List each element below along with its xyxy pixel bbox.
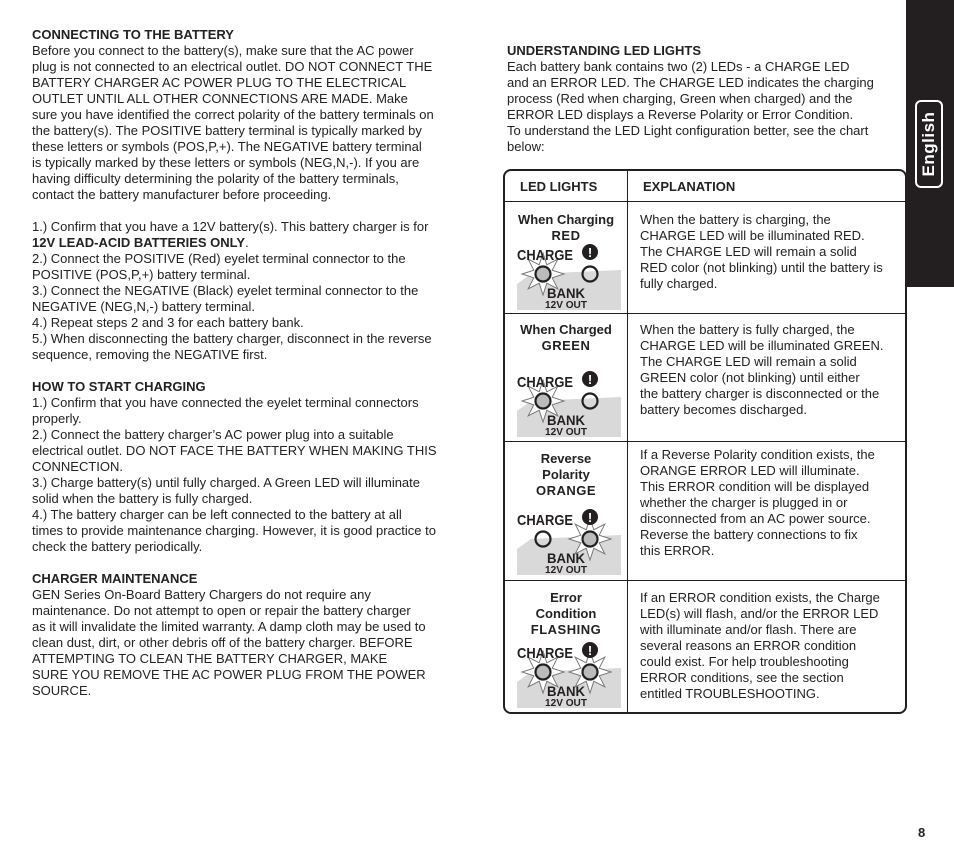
- text-line: 2.) Connect the battery charger’s AC power plug into a suitable: [32, 427, 394, 442]
- text-line: 12V LEAD-ACID BATTERIES ONLY.: [32, 235, 249, 250]
- text-line: ATTEMPTING TO CLEAN THE BATTERY CHARGER, MAKE: [32, 651, 388, 666]
- text-line: SURE YOU REMOVE THE AC POWER PLUG FROM THE POWER: [32, 667, 426, 682]
- text-line: GEN Series On-Board Battery Chargers do not require any: [32, 587, 371, 602]
- bank-label: BANK: [547, 550, 585, 566]
- voltage-warning: 12V LEAD-ACID BATTERIES ONLY: [32, 235, 246, 250]
- row-label: Error Condition FLASHING: [505, 590, 627, 638]
- table-row: [505, 580, 905, 712]
- text-line: 1.) Confirm that you have connected the eyelet terminal connectors: [32, 395, 419, 410]
- table-row: [505, 441, 905, 581]
- maintenance-text: [32, 587, 448, 699]
- text-line: is typically marked by these letters or symbols (NEG,N,-). If you are: [32, 155, 420, 170]
- error-led: [583, 532, 598, 547]
- header-led-lights: LED LIGHTS: [520, 179, 598, 194]
- led-state: RED: [551, 228, 581, 243]
- voltage-label: 12V OUT: [545, 565, 587, 575]
- led-table: [503, 169, 907, 714]
- row-explanation: If an ERROR condition exists, the Charge LED(s) will flash, and/or the ERROR LED with illuminate and/or flash. There are several reasons an ERROR condition could exist. For help troubleshooting ERROR conditions, see the section entitled TROUBLESHOOTING.: [640, 590, 880, 701]
- text-line: CONNECTION.: [32, 459, 123, 474]
- warning-icon: !: [587, 643, 593, 658]
- text-line: SOURCE.: [32, 683, 92, 698]
- right-column: [507, 43, 897, 155]
- row-explanation: When the battery is fully charged, the CHARGE LED will be illuminated GREEN. The CHARGE LED will remain a solid GREEN color (not blinking) until either the battery charger is disconnected or the battery becomes discharged.: [640, 322, 884, 417]
- connecting-intro: [32, 43, 448, 203]
- text-line: 2.) Connect the POSITIVE (Red) eyelet terminal connector to the: [32, 251, 406, 266]
- row-label: Reverse Polarity ORANGE: [505, 451, 627, 499]
- text-line: and an ERROR LED. The CHARGE LED indicates the charging: [507, 75, 874, 90]
- bank-label: BANK: [547, 412, 585, 428]
- row-label: When Charged GREEN: [505, 322, 627, 354]
- row-explanation: If a Reverse Polarity condition exists, the ORANGE ERROR LED will illuminate. This ERROR condition will be displayed whether the charger is plugged in or disconnected from an AC power source. Reverse the battery connections to fix this ERROR.: [640, 447, 875, 558]
- text-line: 5.) When disconnecting the battery charger, disconnect in the reverse: [32, 331, 432, 346]
- voltage-label: 12V OUT: [545, 300, 587, 310]
- text-line: having difficulty determining the polarity of the battery terminals,: [32, 171, 399, 186]
- charge-label: CHARGE: [517, 645, 573, 662]
- text-line: electrical outlet. DO NOT FACE THE BATTERY WHEN MAKING THIS: [32, 443, 437, 458]
- charge-label: CHARGE: [517, 512, 573, 529]
- text-line: ERROR LED displays a Reverse Polarity or Error Condition.: [507, 107, 854, 122]
- text-line: times to provide maintenance charging. However, it is good practice to: [32, 523, 436, 538]
- connecting-steps: [32, 219, 448, 363]
- language-tab: [906, 0, 954, 287]
- text-line: BATTERY CHARGER AC POWER PLUG TO THE ELECTRICAL: [32, 75, 407, 90]
- start-charging-heading: HOW TO START CHARGING: [32, 379, 206, 394]
- text-line: POSITIVE (POS,P,+) battery terminal.: [32, 267, 251, 282]
- text-line: contact the battery manufacturer before proceeding.: [32, 187, 332, 202]
- text-line: Each battery bank contains two (2) LEDs - a CHARGE LED: [507, 59, 850, 74]
- maintenance-heading: CHARGER MAINTENANCE: [32, 571, 198, 586]
- led-state: ORANGE: [535, 483, 597, 498]
- text-line: OUTLET UNTIL ALL OTHER CONNECTIONS ARE MADE. Make: [32, 91, 408, 106]
- charge-led: [536, 665, 551, 680]
- connecting-heading: CONNECTING TO THE BATTERY: [32, 27, 234, 42]
- text-line: sequence, removing the NEGATIVE first.: [32, 347, 268, 362]
- led-panel-illustration: [513, 240, 621, 310]
- led-panel-svg: [513, 505, 621, 575]
- text-line: 4.) The battery charger can be left connected to the battery at all: [32, 507, 402, 522]
- led-panel-illustration: [513, 505, 621, 575]
- led-state: FLASHING: [530, 622, 602, 637]
- charge-label: CHARGE: [517, 374, 573, 391]
- text-line: maintenance. Do not attempt to open or repair the battery charger: [32, 603, 411, 618]
- text-line: 4.) Repeat steps 2 and 3 for each battery bank.: [32, 315, 304, 330]
- text-line: below:: [507, 139, 545, 154]
- language-tab-box: [915, 100, 943, 188]
- language-tab-label: English: [919, 111, 938, 177]
- text-line: these letters or symbols (POS,P,+). The NEGATIVE battery terminal: [32, 139, 422, 154]
- text-line: the battery(s). The POSITIVE battery terminal is typically marked by: [32, 123, 422, 138]
- text-line: solid when the battery is fully charged.: [32, 491, 253, 506]
- text-line: 3.) Charge battery(s) until fully charged. A Green LED will illuminate: [32, 475, 421, 490]
- header-explanation: EXPLANATION: [643, 179, 736, 194]
- led-state: GREEN: [541, 338, 591, 353]
- text-line: clean dust, dirt, or other debris off of the battery charger. BEFORE: [32, 635, 413, 650]
- charge-label: CHARGE: [517, 247, 573, 264]
- start-charging-steps: [32, 395, 448, 555]
- text-line: Before you connect to the battery(s), make sure that the AC power: [32, 43, 414, 58]
- warning-icon: !: [587, 510, 593, 525]
- led-panel-svg: [513, 240, 621, 310]
- text-line: 3.) Connect the NEGATIVE (Black) eyelet terminal connector to the: [32, 283, 419, 298]
- led-panel-illustration: [513, 638, 621, 708]
- text-line: process (Red when charging, Green when charged) and the: [507, 91, 853, 106]
- bank-label: BANK: [547, 285, 585, 301]
- text-line: check the battery periodically.: [32, 539, 203, 554]
- text-line: NEGATIVE (NEG,N,-) battery terminal.: [32, 299, 255, 314]
- led-panel-svg: [513, 367, 621, 437]
- led-panel-svg: [513, 638, 621, 708]
- charge-led: [536, 267, 551, 282]
- bank-label: BANK: [547, 683, 585, 699]
- text-line: sure you have identified the correct polarity of the battery terminals on: [32, 107, 434, 122]
- table-row: [505, 202, 905, 314]
- table-header: [505, 171, 905, 202]
- error-led: [583, 665, 598, 680]
- row-label: When Charging RED: [505, 212, 627, 244]
- warning-icon: !: [587, 372, 593, 387]
- page-number: 8: [918, 825, 926, 840]
- warning-icon: !: [587, 245, 593, 260]
- text-line: 1.) Confirm that you have a 12V battery(s). This battery charger is for: [32, 219, 429, 234]
- voltage-label: 12V OUT: [545, 698, 587, 708]
- text-line: properly.: [32, 411, 82, 426]
- text-line: plug is not connected to an electrical outlet. DO NOT CONNECT THE: [32, 59, 433, 74]
- led-heading: UNDERSTANDING LED LIGHTS: [507, 43, 702, 58]
- left-column: [32, 27, 448, 699]
- led-panel-illustration: [513, 367, 621, 437]
- voltage-label: 12V OUT: [545, 427, 587, 437]
- charge-led: [536, 394, 551, 409]
- text-line: To understand the LED Light configuration better, see the chart: [507, 123, 869, 138]
- row-explanation: When the battery is charging, the CHARGE LED will be illuminated RED. The CHARGE LED will remain a solid RED color (not blinking) until the battery is fully charged.: [640, 212, 883, 291]
- text-line: as it will invalidate the limited warranty. A damp cloth may be used to: [32, 619, 426, 634]
- table-row: [505, 313, 905, 442]
